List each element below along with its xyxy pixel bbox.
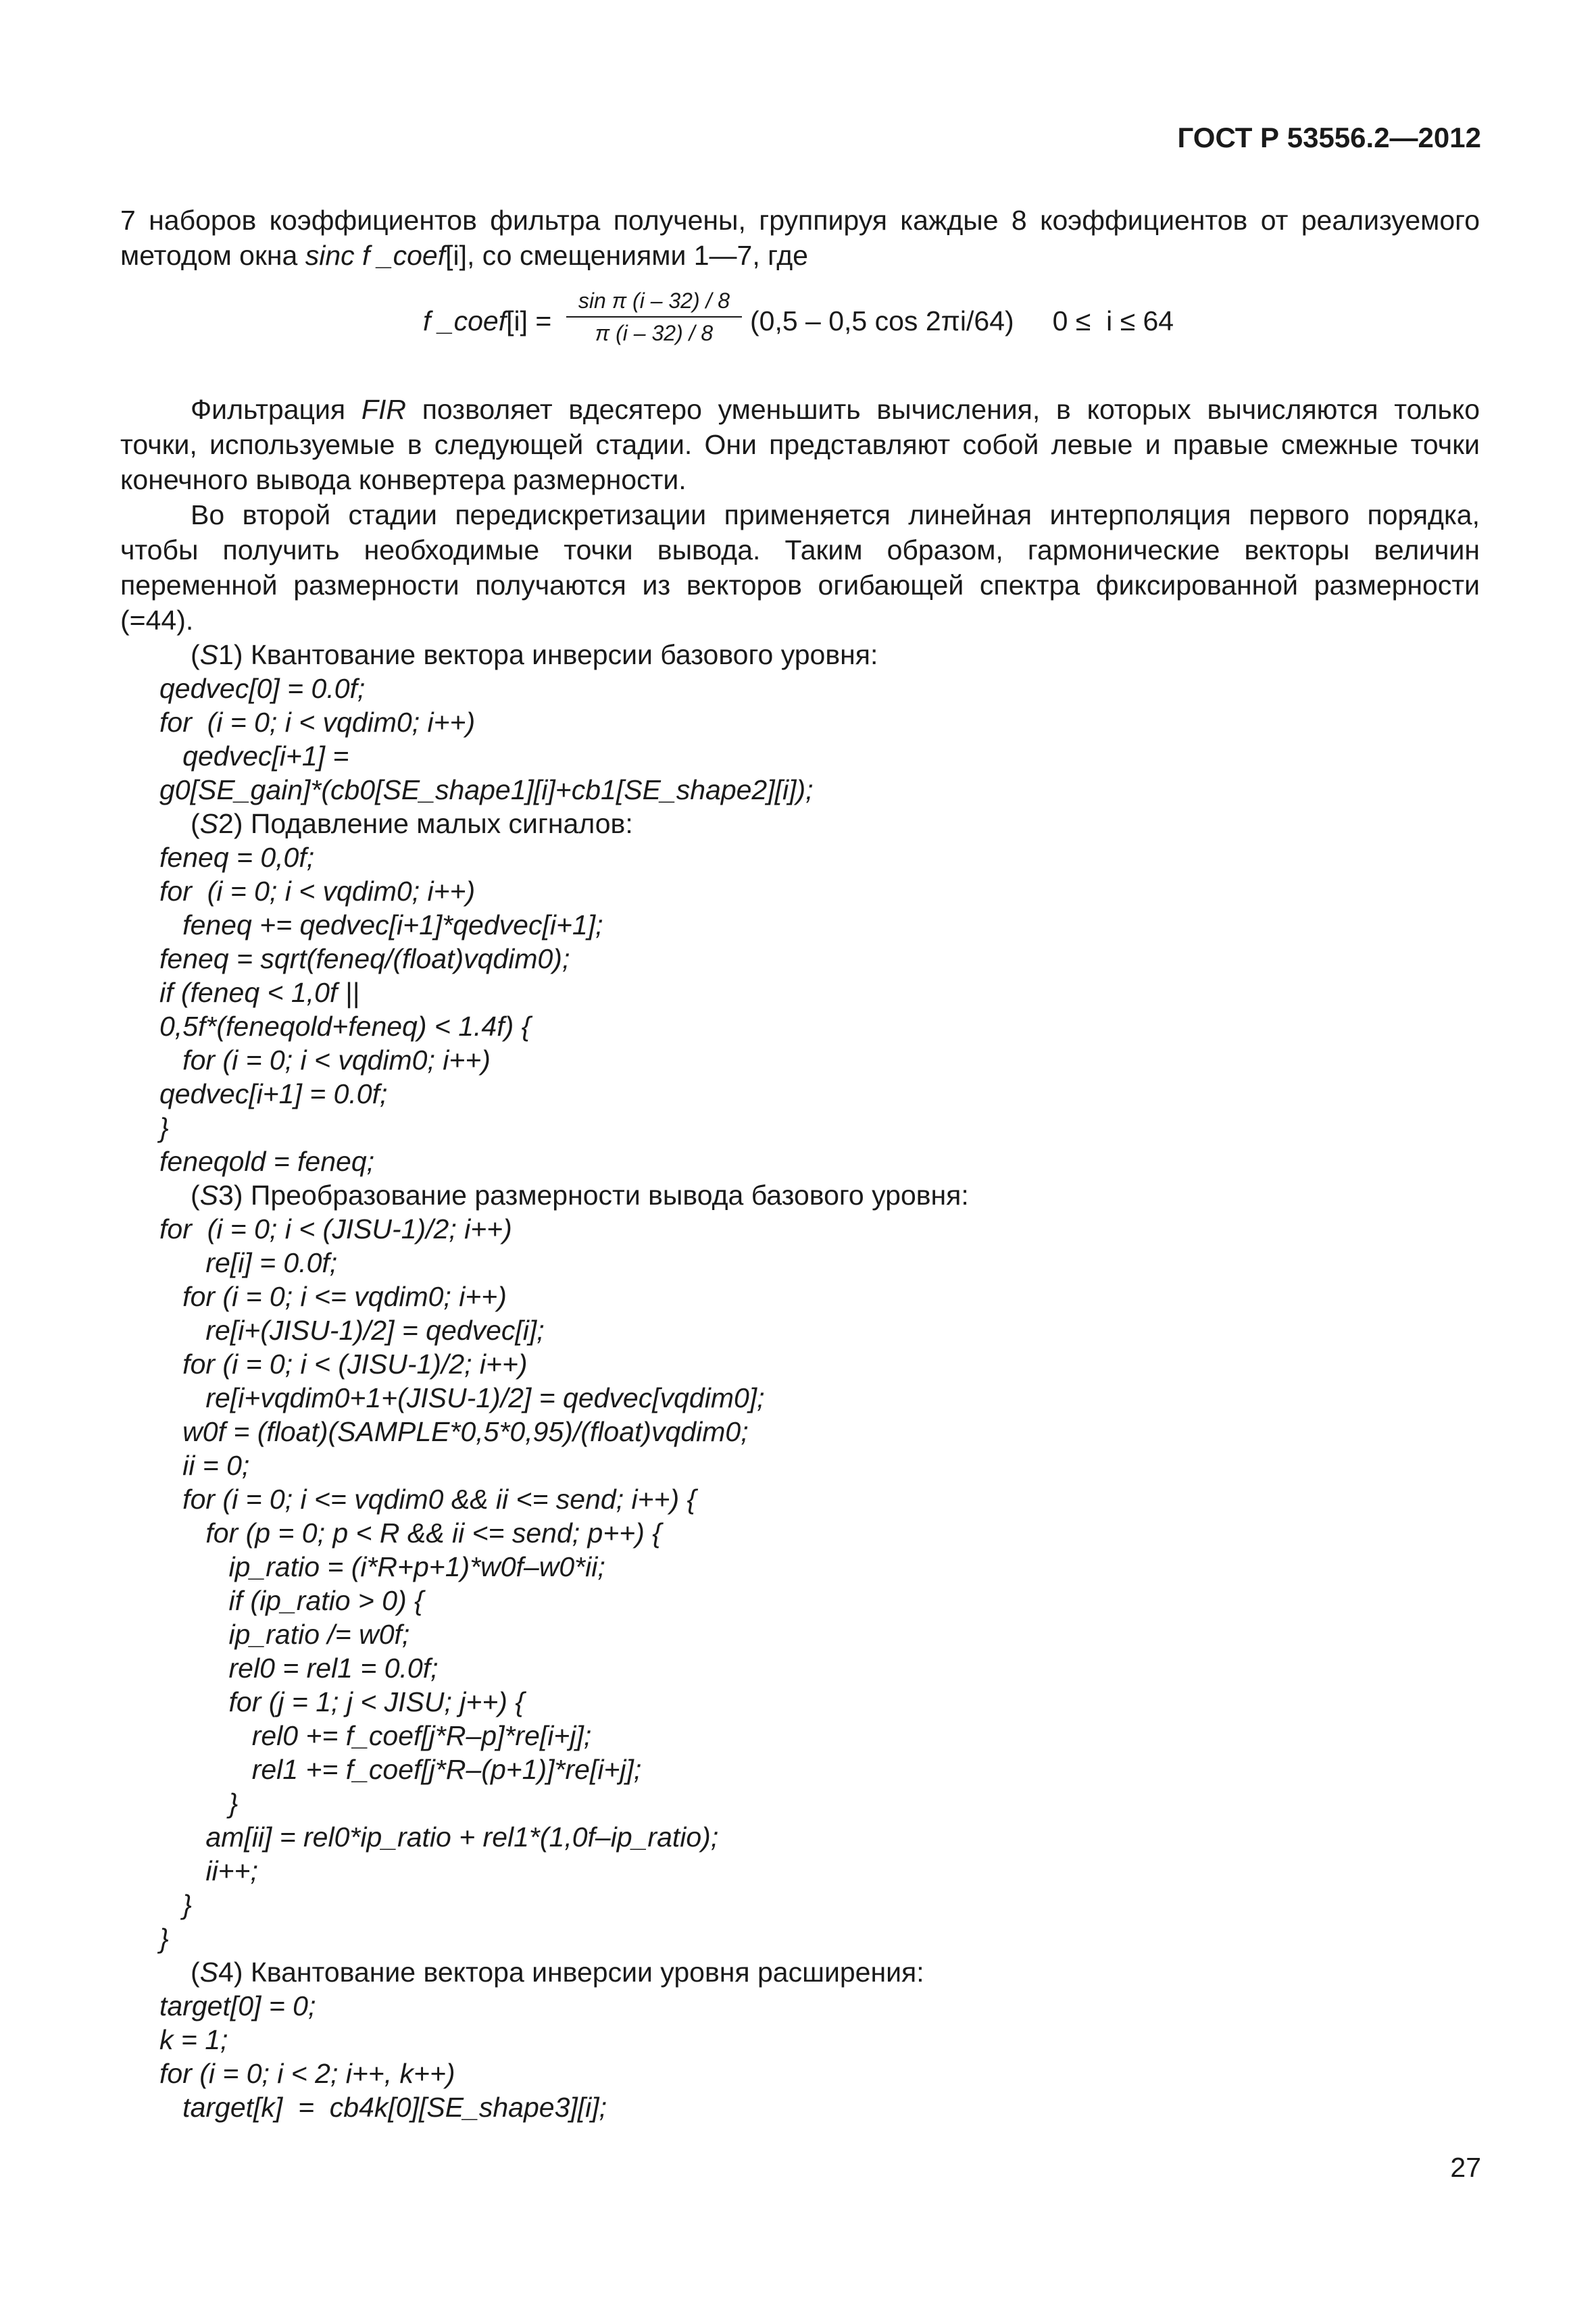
code-line: for (i = 0; i <= vqdim0 && ii <= send; i++) { (159, 1484, 697, 1515)
code-block-s2 (120, 840, 1480, 1178)
step-s1-text: Квантование вектора инверсии базового уровня: (243, 639, 878, 670)
code-line: re[i+vqdim0+1+(JISU-1)/2] = qedvec[vqdim0]; (159, 1382, 765, 1413)
step-s3-letter: S (199, 1180, 219, 1211)
code-line: for (i = 0; i < (JISU-1)/2; i++) (159, 1349, 528, 1380)
intro-text-end: [i], со смещениями 1—7, где (445, 240, 808, 271)
step-s2-text: Подавление малых сигналов: (243, 808, 633, 839)
code-line: } (159, 1889, 192, 1920)
code-line: for (i = 0; i <= vqdim0; i++) (159, 1281, 507, 1312)
code-line: for (i = 0; i < 2; i++, k++) (159, 2058, 455, 2089)
code-line: k = 1; (159, 2024, 228, 2055)
fir-text-end: позволяет вдесятеро уменьшить вычисления, в которых вычисляются только точки, используемые в следующей стадии. Они представляют собой левые и правые смежные точки конечного вывода конвертера размерности. (120, 394, 1480, 495)
equation-denominator: π (i – 32) / 8 (595, 321, 714, 345)
step-s2: (S2) Подавление малых сигналов: (191, 808, 633, 839)
fir-emphasis: FIR (361, 394, 406, 425)
code-line: g0[SE_gain]*(cb0[SE_shape1][i]+cb1[SE_shape2][i]); (159, 774, 814, 805)
step-s1-letter: S (199, 639, 219, 670)
code-line: rel1 += f_coef[j*R–(p+1)]*re[i+j]; (159, 1754, 642, 1785)
code-line: qedvec[i+1] = (159, 740, 349, 772)
code-line: if (ip_ratio > 0) { (159, 1585, 424, 1616)
code-line: qedvec[i+1] = 0.0f; (159, 1078, 388, 1109)
step-s4: (S4) Квантование вектора инверсии уровня расширения: (191, 1957, 924, 1988)
code-line: for (i = 0; i < vqdim0; i++) (159, 876, 476, 907)
equation-lhs (423, 305, 551, 337)
code-line: } (159, 1788, 239, 1819)
code-line: ip_ratio = (i*R+p+1)*w0f–w0*ii; (159, 1551, 605, 1582)
code-line: feneq += qedvec[i+1]*qedvec[i+1]; (159, 909, 603, 940)
step-s2-letter: S (199, 808, 219, 839)
code-line: for (i = 0; i < (JISU-1)/2; i++) (159, 1213, 512, 1244)
code-line: re[i+(JISU-1)/2] = qedvec[i]; (159, 1315, 545, 1346)
step-s1: (S1) Квантование вектора инверсии базового уровня: (191, 639, 878, 670)
step-s3: (S3) Преобразование размерности вывода базового уровня: (191, 1180, 969, 1211)
code-block-s3 (120, 1212, 1480, 1955)
code-line: ip_ratio /= w0f; (159, 1619, 410, 1650)
code-block-s1 (120, 672, 1480, 807)
code-line: ii++; (159, 1855, 258, 1886)
code-line: target[k] = cb4k[0][SE_shape3][i]; (159, 2092, 607, 2123)
code-line: } (159, 1112, 169, 1143)
code-line: if (feneq < 1,0f || (159, 977, 359, 1008)
code-block-s4 (120, 1989, 1480, 2124)
code-line: feneq = 0,0f; (159, 842, 315, 873)
code-line: w0f = (float)(SAMPLE*0,5*0,95)/(float)vqdim0; (159, 1416, 749, 1447)
equation-lhs-var: f _coef (423, 305, 507, 336)
code-line: qedvec[0] = 0.0f; (159, 673, 366, 704)
step-s3-text: Преобразование размерности вывода базового уровня: (243, 1180, 969, 1211)
step-s4-letter: S (199, 1957, 219, 1988)
code-line: feneq = sqrt(feneq/(float)vqdim0); (159, 943, 570, 974)
equation-rhs: (0,5 – 0,5 cos 2πi/64) 0 ≤ i ≤ 64 (750, 305, 1174, 336)
intro-emphasis: sinc f _coef (305, 240, 446, 271)
step-s1-number: 1 (218, 639, 234, 670)
code-line: for (p = 0; p < R && ii <= send; p++) { (159, 1517, 662, 1549)
code-line: ii = 0; (159, 1450, 250, 1481)
step-s4-number: 4 (218, 1957, 234, 1988)
code-line: rel0 = rel1 = 0.0f; (159, 1653, 439, 1684)
equation-lhs-index: [i] = (506, 305, 552, 336)
page-number: 27 (1450, 2152, 1481, 2183)
code-line: rel0 += f_coef[j*R–p]*re[i+j]; (159, 1720, 592, 1751)
document-header: ГОСТ Р 53556.2—2012 (1177, 122, 1481, 153)
fir-paragraph (120, 392, 1480, 497)
code-line: for (i = 0; i < vqdim0; i++) (159, 707, 476, 738)
code-line: feneqold = feneq; (159, 1146, 375, 1177)
resampling-paragraph: Во второй стадии передискретизации применяется линейная интерполяция первого порядка, чтобы получить необходимые точки вывода. Таким образом, гармонические векторы величин переменной размерности получаются из векторов огибающей спектра фиксированной размерности (=44). (120, 499, 1480, 636)
intro-text: 7 наборов коэффициентов фильтра получены, группируя каждые 8 коэффициентов от реализуемого методом окна (120, 205, 1480, 271)
fir-text: Фильтрация (191, 394, 361, 425)
code-line: for (j = 1; j < JISU; j++) { (159, 1686, 525, 1717)
page-body (120, 203, 1480, 2124)
equation-numerator: sin π (i – 32) / 8 (566, 286, 742, 318)
step-s2-number: 2 (218, 808, 234, 839)
code-line: for (i = 0; i < vqdim0; i++) (159, 1045, 491, 1076)
code-line: re[i] = 0.0f; (159, 1247, 338, 1278)
step-s3-number: 3 (218, 1180, 234, 1211)
code-line: target[0] = 0; (159, 1990, 316, 2021)
code-line: 0,5f*(feneqold+feneq) < 1.4f) { (159, 1011, 531, 1042)
intro-paragraph (120, 203, 1480, 273)
filter-equation (120, 286, 1480, 361)
step-s4-text: Квантование вектора инверсии уровня расширения: (243, 1957, 924, 1988)
equation-fraction (566, 286, 742, 347)
code-line: } (159, 1923, 169, 1954)
code-line: am[ii] = rel0*ip_ratio + rel1*(1,0f–ip_ratio); (159, 1821, 719, 1853)
